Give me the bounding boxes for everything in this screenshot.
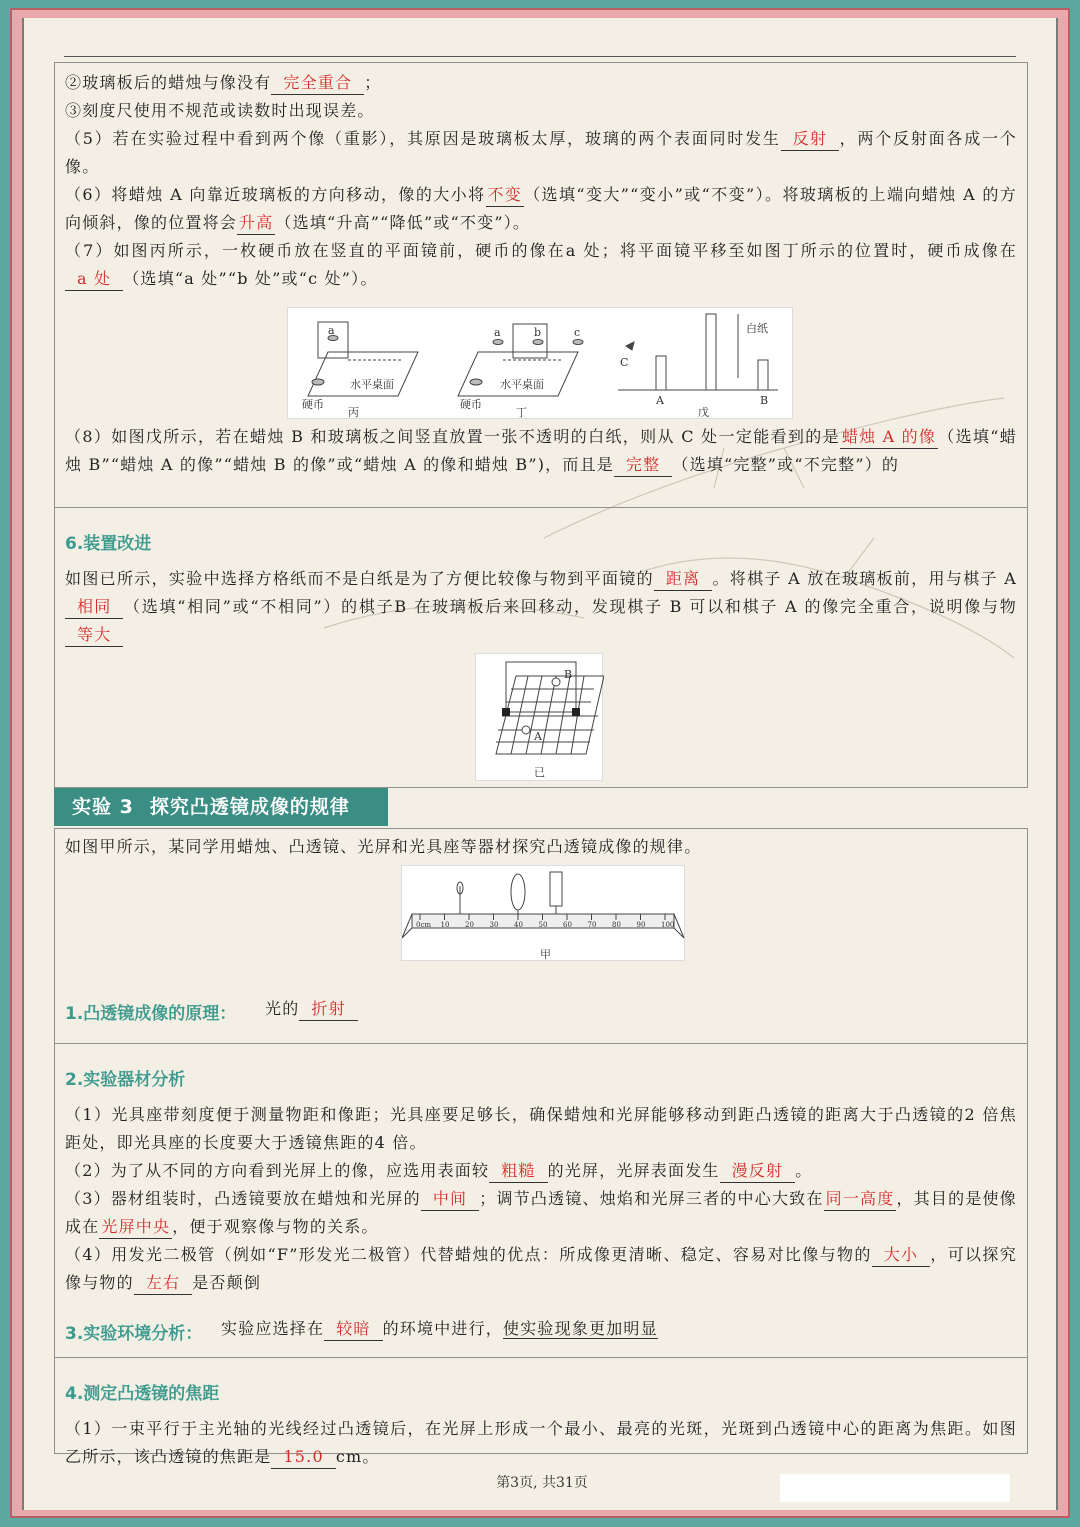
equipment-q2: （2）为了从不同的方向看到光屏上的像，应选用表面较 粗糙 的光屏，光屏表面发生 漫反射 。 <box>65 1157 1017 1185</box>
heading-device-improvement: 6.装置改进 <box>65 534 152 554</box>
answer-blank[interactable]: a 处 <box>65 268 123 291</box>
answer-blank[interactable]: 蜡烛 A 的像 <box>840 426 938 449</box>
fig-label-b: b <box>534 326 542 339</box>
answer-blank[interactable]: 15.0 <box>271 1446 335 1469</box>
fig-caption-bing: 丙 <box>348 406 359 419</box>
heading-principle: 1.凸透镜成像的原理： <box>65 1004 237 1024</box>
answer-blank[interactable]: 粗糙 <box>489 1160 547 1183</box>
fig-caption-jia: 甲 <box>540 948 551 961</box>
section-box-top <box>54 62 1028 788</box>
section-box-bottom <box>54 828 1028 1466</box>
answer-blank[interactable]: 等大 <box>65 624 123 647</box>
heading-equipment: 2.实验器材分析 <box>65 1070 186 1090</box>
page-number: 第3页, 共31页 <box>496 1475 588 1491</box>
fig-label-B: B <box>760 394 769 407</box>
environment-text: 实验应选择在 较暗 的环境中进行，使实验现象更加明显 <box>221 1315 921 1343</box>
fig-label-coin: 硬币 <box>302 398 324 411</box>
scale-tick-label: 50 <box>538 921 548 929</box>
fig-label-table2: 水平桌面 <box>500 378 544 391</box>
answer-blank[interactable]: 同一高度 <box>824 1188 897 1211</box>
scale-tick-label: 30 <box>489 921 499 929</box>
scale-tick-label: 60 <box>563 921 572 929</box>
fig-label-coin2: 硬币 <box>460 398 482 411</box>
scale-tick-label: 80 <box>612 921 621 929</box>
scale-tick-label: 10 <box>440 921 450 929</box>
answer-blank[interactable]: 折射 <box>299 998 357 1021</box>
question-7: （7）如图丙所示，一枚硬币放在竖直的平面镜前，硬币的像在a 处；将平面镜平移至如图丁所示的位置时，硬币成像在a 处 （选填“a 处”“b 处”或“c 处”）。 <box>65 237 1017 293</box>
scale-tick-label: 90 <box>636 921 646 929</box>
fig-label-A: A <box>534 730 542 743</box>
header-rule <box>64 56 1016 57</box>
scale-tick-label: 40 <box>514 921 523 929</box>
scale-tick-label: 20 <box>465 921 474 929</box>
answer-blank[interactable]: 漫反射 <box>720 1160 796 1183</box>
fig-label-A: A <box>656 394 664 407</box>
answer-blank[interactable]: 不变 <box>486 184 524 207</box>
section-divider <box>55 1043 1027 1044</box>
equipment-q1: （1）光具座带刻度便于测量物距和像距；光具座要足够长，确保蜡烛和光屏能够移动到距凸透镜的距离大于凸透镜的2 倍焦距处，即光具座的长度要大于透镜焦距的4 倍。 <box>65 1105 1017 1152</box>
item-2: ②玻璃板后的蜡烛与像没有 完全重合 ； <box>65 69 1017 97</box>
section-divider <box>55 507 1027 508</box>
fig-label-a2: a <box>494 326 501 339</box>
page <box>22 18 1058 1510</box>
answer-blank[interactable]: 升高 <box>237 212 275 235</box>
experiment-3-banner: 实验 3 探究凸透镜成像的规律 <box>54 788 388 826</box>
principle-text: 光的 折射 <box>265 995 565 1023</box>
experiment-3-intro: 如图甲所示，某同学用蜡烛、凸透镜、光屏和光具座等器材探究凸透镜成像的规律。 <box>65 837 702 856</box>
section-divider <box>55 1357 1027 1358</box>
fig-caption-yi: 已 <box>534 766 545 779</box>
scale-tick-label: 70 <box>587 921 597 929</box>
answer-blank[interactable]: 左右 <box>134 1272 192 1295</box>
scale-tick-label: 100 <box>661 921 675 929</box>
question-5: （5）若在实验过程中看到两个像（重影），其原因是玻璃板太厚，玻璃的两个表面同时发生 反射 ，两个反射面各成一个像。 <box>65 129 1017 176</box>
fig-caption-ding: 丁 <box>516 406 527 419</box>
answer-blank[interactable]: 反射 <box>781 128 839 151</box>
fig-label-a: a <box>328 324 335 337</box>
equipment-q4: （4）用发光二极管（例如“F”形发光二极管）代替蜡烛的优点：所成像更清晰、稳定、容易对比像与物的 大小 ，可以探究像与物的 左右 是否颠倒 <box>65 1241 1017 1297</box>
answer-blank[interactable]: 距离 <box>654 568 712 591</box>
fig-label-table: 水平桌面 <box>350 378 394 391</box>
answer-blank[interactable]: 大小 <box>872 1244 930 1267</box>
answer-blank[interactable]: 完整 <box>614 454 672 477</box>
scale-tick-label: 0cm <box>416 921 432 929</box>
answer-blank[interactable]: 完全重合 <box>271 72 364 95</box>
fig-caption-wu: 戊 <box>698 406 709 419</box>
fig-label-c: c <box>574 326 581 339</box>
fig-label-B: B <box>564 668 573 681</box>
figure-grid-board <box>475 653 603 781</box>
equipment-q3: （3）器材组装时，凸透镜要放在蜡烛和光屏的 中间 ；调节凸透镜、烛焰和光屏三者的中心大致在 同一高度 ，其目的是使像成在 光屏中央 ，便于观察像与物的关系。 <box>65 1185 1017 1241</box>
answer-blank[interactable]: 中间 <box>421 1188 479 1211</box>
answer-blank[interactable]: 较暗 <box>324 1318 382 1341</box>
item-3: ③刻度尺使用不规范或读数时出现误差。 <box>65 101 375 120</box>
question-6: （6）将蜡烛 A 向靠近玻璃板的方向移动，像的大小将 不变 （选填“变大”“变小”或“不变”）。将玻璃板的上端向蜡烛 A 的方向倾斜，像的位置将会 升高 （选填“升高”“降低”或“不变”）。 <box>65 181 1017 237</box>
focal-length-q1: （1）一束平行于主光轴的光线经过凸透镜后，在光屏上形成一个最小、最亮的光斑，光斑到凸透镜中心的距离为焦距。如图乙所示，该凸透镜的焦距是 15.0 cm。 <box>65 1415 1017 1471</box>
fig-label-paper: 白纸 <box>746 322 768 335</box>
heading-environment: 3.实验环境分析： <box>65 1324 203 1344</box>
figure-optical-bench <box>401 865 685 961</box>
fig-label-C: C <box>620 356 629 369</box>
heading-focal-length: 4.测定凸透镜的焦距 <box>65 1384 220 1404</box>
question-8: （8）如图戊所示，若在蜡烛 B 和玻璃板之间竖直放置一张不透明的白纸，则从 C 处一定能看到的是 蜡烛 A 的像 （选填“蜡烛 B”“蜡烛 A 的像”“蜡烛 B 的像”或“蜡烛 A 的像和蜡烛 B”)，而且是 完整 （选填“完整”或“不完整”）的 <box>65 423 1017 479</box>
answer-blank[interactable]: 光屏中央 <box>99 1216 172 1239</box>
figure-bing-ding-wu <box>287 307 793 419</box>
device-improvement-text: 如图已所示，实验中选择方格纸而不是白纸是为了方便比较像与物到平面镜的 距离 。将棋子 A 放在玻璃板前，用与棋子 A相同 （选填“相同”或“不相同”）的棋子B 在玻璃板后来回移动，发现棋子 B 可以和棋子 A 的像完全重合，说明像与物等大 <box>65 565 1017 649</box>
answer-blank[interactable]: 相同 <box>65 596 123 619</box>
